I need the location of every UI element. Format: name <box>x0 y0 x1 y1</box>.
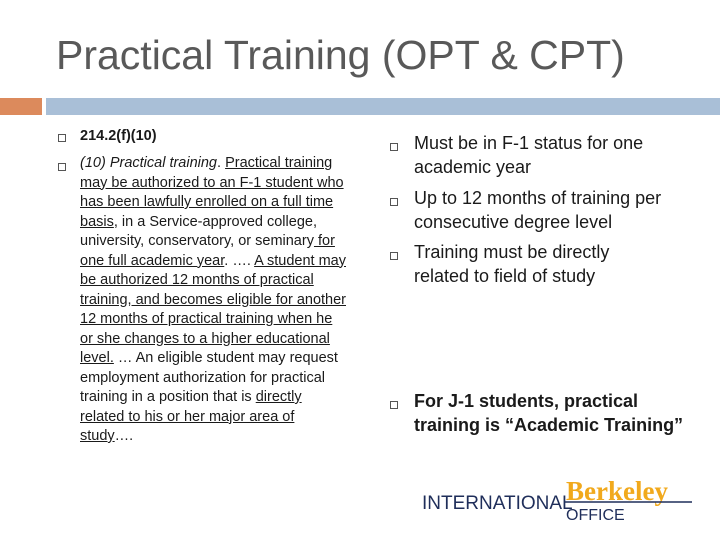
logo-word-international: INTERNATIONAL <box>422 493 573 514</box>
bullet-square-icon <box>58 134 66 142</box>
paragraph-text: . …. <box>224 252 255 269</box>
paragraph-underlined-text: for one full academic year <box>80 233 335 269</box>
paragraph-underlined-text: Practical training may be authorized to an F-1 student who has been lawfully enrolled on a full time basis <box>80 155 344 230</box>
accent-bar-blue <box>46 98 720 115</box>
bullet-square-icon <box>390 143 398 151</box>
requirement-item-highlight: For J-1 students, practical training is “Academic Training” <box>414 391 684 435</box>
requirement-item: Training must be directly related to field of study <box>414 242 610 286</box>
paragraph-text: . <box>217 155 226 171</box>
regulation-paragraph <box>80 154 346 447</box>
bullet-square-icon <box>390 198 398 206</box>
bullet-square-icon <box>390 252 398 260</box>
paragraph-text: , in a Service-approved college, university, conservatory, or seminary <box>80 213 317 249</box>
paragraph-underlined-text: directly related to his or her major area of study <box>80 389 302 444</box>
requirement-item: Must be in F-1 status for one academic year <box>414 133 644 177</box>
bullet-square-icon <box>58 163 66 171</box>
logo-word-berkeley: Berkeley <box>566 476 668 506</box>
bullet-square-icon <box>390 401 398 409</box>
logo-graphic <box>420 476 700 524</box>
regulation-section-label: (10) Practical training <box>80 155 217 171</box>
regulation-heading: 214.2(f)(10) <box>80 128 157 144</box>
berkeley-international-office-logo <box>420 476 700 524</box>
paragraph-underlined-text: A student may be authorized 12 months of practical training, and becomes eligible for another 12 months of practical training when he or she changes to a higher educational level. <box>80 252 346 366</box>
paragraph-text: … An eligible student may request employment authorization for practical training in a position that is <box>80 350 338 405</box>
logo-word-office: OFFICE <box>566 507 625 524</box>
slide-title: Practical Training (OPT & CPT) <box>56 32 625 78</box>
paragraph-text: …. <box>114 428 134 444</box>
accent-bar-orange <box>0 98 42 115</box>
requirement-item: Up to 12 months of training per consecutive degree level <box>414 188 662 232</box>
